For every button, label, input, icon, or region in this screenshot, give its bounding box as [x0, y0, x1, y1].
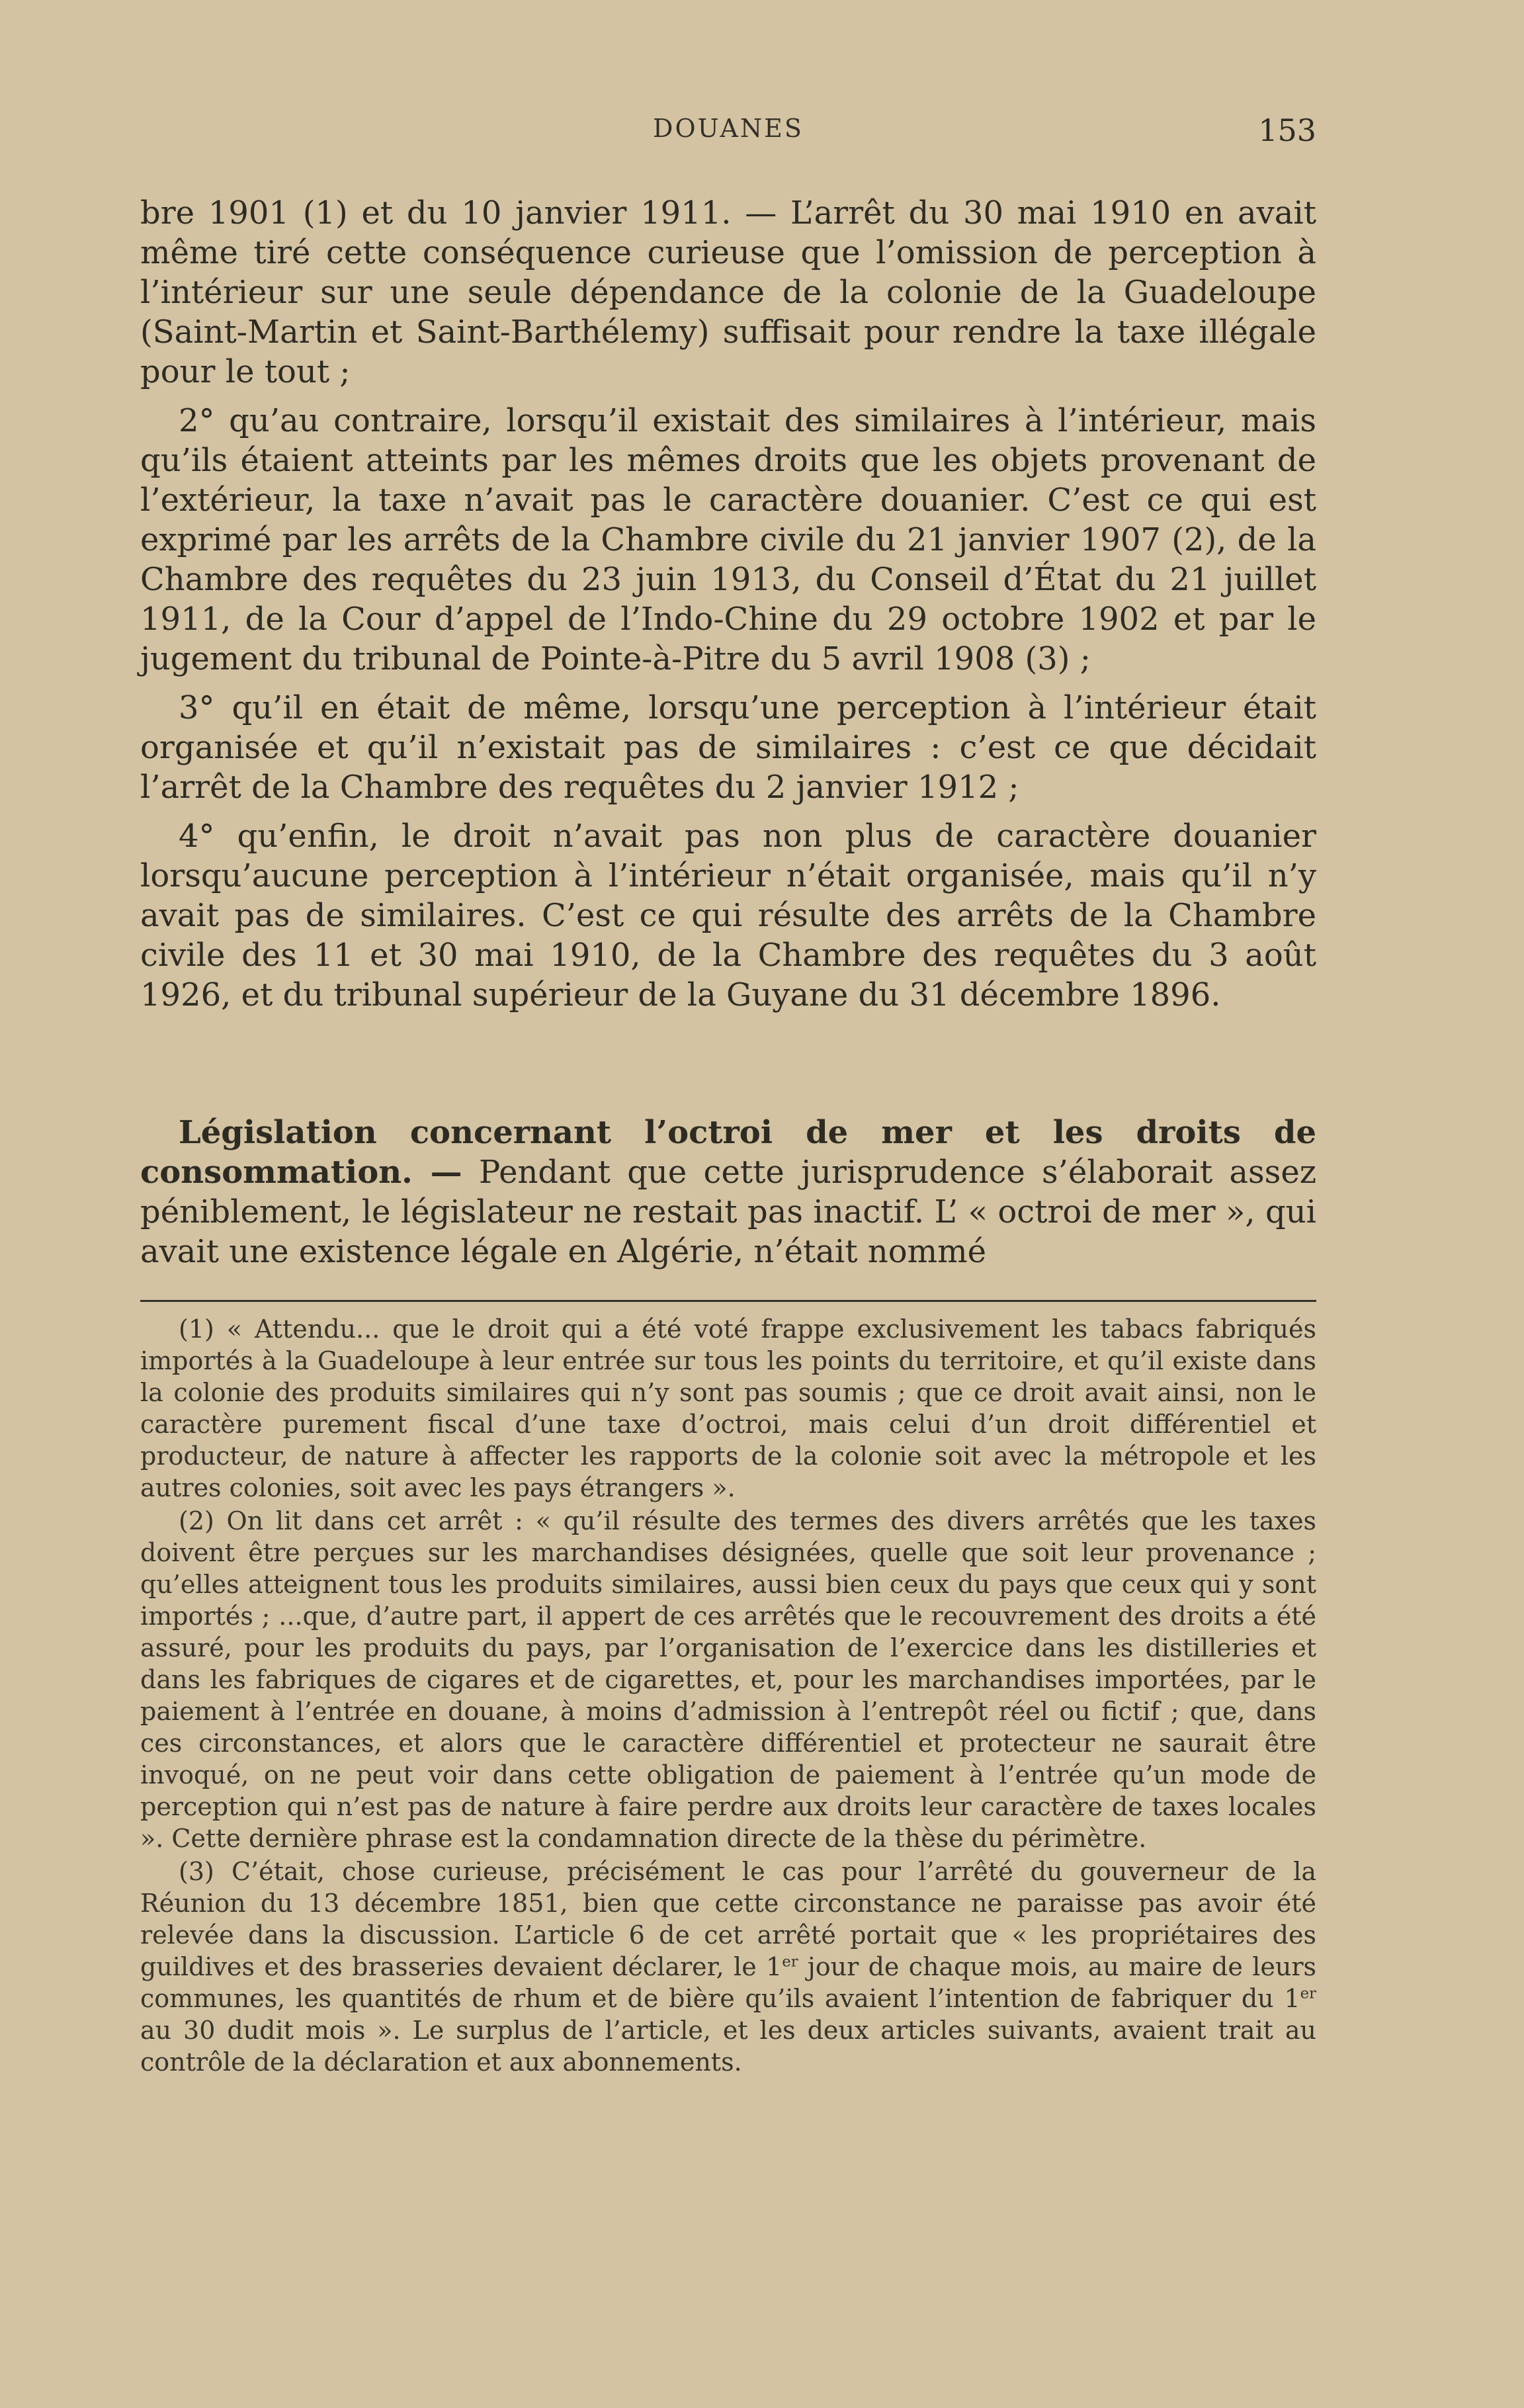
page-number: 153 [1258, 112, 1316, 148]
paragraph-3: 3° qu’il en était de même, lorsqu’une perception à l’intérieur était organisée et qu’il n’existait pas de similaires : c’est ce que décidait l’arrêt de la Chambre des requêtes du 2 janvier 1912 ; [140, 689, 1316, 806]
section-heading: Législation concernant l’octroi de mer et les droits de consommation. — [140, 1114, 1316, 1191]
running-head: DOUANES [653, 114, 804, 143]
superscript-er: er [782, 1953, 798, 1971]
paragraph-4: 4° qu’enfin, le droit n’avait pas non plus de caractère douanier lorsqu’aucune perception à l’intérieur n’était organisée, mais qu’il n’y avait pas de similaires. C’est ce qui résulte des arrêts de la Chambre civile des 11 et 30 mai 1910, de la Chambre des requêtes du 3 août 1926, et du tribunal supérieur de la Guyane du 31 décembre 1896. [140, 818, 1316, 1013]
footnote-3-text-a: (3) C’était, chose curieuse, précisément le cas pour l’arrêté du gouverneur de la Réunion du 13 décembre 1851, bien que cette circonstance ne paraisse pas avoir été relevée dans la discussion. L’article 6 de cet arrêté portait que « les propriétaires des guildives et des brasseries devaient déclarer, le 1 [140, 1857, 1316, 1981]
paragraph-1: bre 1901 (1) et du 10 janvier 1911. — L’arrêt du 30 mai 1910 en avait même tiré cette conséquence curieuse que l’omission de perception à l’intérieur sur une seule dépendance de la colonie de la Guadeloupe (Saint-Martin et Saint-Barthélemy) suffisait pour rendre la taxe illégale pour le tout ; [140, 194, 1316, 390]
paragraph-2: 2° qu’au contraire, lorsqu’il existait des similaires à l’intérieur, mais qu’ils étaient atteints par les mêmes droits que les objets provenant de l’extérieur, la taxe n’avait pas le caractère douanier. C’est ce qui est exprimé par les arrêts de la Chambre civile du 21 janvier 1907 (2), de la Chambre des requêtes du 23 juin 1913, du Conseil d’État du 21 juillet 1911, de la Cour d’appel de l’Indo-Chine du 29 octobre 1902 et par le jugement du tribunal de Pointe-à-Pitre du 5 avril 1908 (3) ; [140, 402, 1316, 677]
footnote-3-text-b: jour de chaque mois, au maire de leurs communes, les quantités de rhum et de bière qu’ils avaient l’intention de fabriquer du 1 [140, 1952, 1316, 2013]
footnote-3-text-c: au 30 dudit mois ». Le surplus de l’article, et les deux articles suivants, avaient trait au contrôle de la déclaration et aux abonnements. [140, 2016, 1316, 2077]
section-legislation [140, 1113, 1316, 1271]
page-header [140, 114, 1316, 153]
footnote-3 [140, 1856, 1316, 2078]
section-paragraph [140, 1113, 1316, 1271]
footnote-rule [140, 1300, 1316, 1302]
section-text: Pendant que cette jurisprudence s’élaborait assez péniblement, le législateur ne restait pas inactif. L’ « octroi de mer », qui avait une existence légale en Algérie, n’était nommé [140, 1154, 1317, 1270]
footnotes [140, 1313, 1316, 2078]
superscript-er: er [1300, 1985, 1316, 2002]
footnote-2: (2) On lit dans cet arrêt : « qu’il résulte des termes des divers arrêtés que les taxes doivent être perçues sur les marchandises désignées, quelle que soit leur provenance ; qu’elles atteignent tous les produits similaires, aussi bien ceux du pays que ceux qui y sont importés ; ...que, d’autre part, il appert de ces arrêtés que le recouvrement des droits a été assuré, pour les produits du pays, par l’organisation de l’exercice dans les distilleries et dans les fabriques de cigares et de cigarettes, et, pour les marchandises importées, par le paiement à l’entrée en douane, à moins d’admission à l’entrepôt réel ou fictif ; que, dans ces circonstances, et alors que le caractère différentiel et protecteur ne saurait être invoqué, on ne peut voir dans cette obligation de paiement à l’entrée qu’un mode de perception qui n’est pas de nature à faire perdre aux droits leur caractère de taxes locales ». Cette dernière phrase est la condamnation directe de la thèse du périmètre. [140, 1506, 1316, 1853]
footnote-1: (1) « Attendu... que le droit qui a été voté frappe exclusivement les tabacs fabriqués importés à la Guadeloupe à leur entrée sur tous les points du territoire, et qu’il existe dans la colonie des produits similaires qui n’y sont pas soumis ; que ce droit avait ainsi, non le caractère purement fiscal d’une taxe d’octroi, mais celui d’un droit différentiel et producteur, de nature à affecter les rapports de la colonie soit avec la métropole et les autres colonies, soit avec les pays étrangers ». [140, 1314, 1316, 1502]
main-text [140, 193, 1316, 1015]
